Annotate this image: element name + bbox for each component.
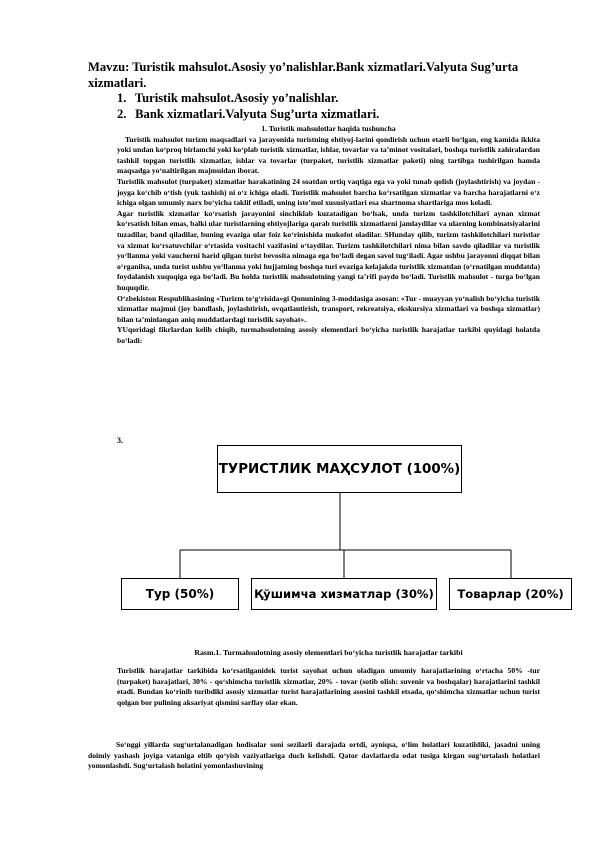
paragraph: So‘nggi yillarda sug‘urtalanadigan hodisalar soni sezilarli darajada ortdi, ayniqsa, o‘lim holatlari kuzatildiki, jasadni uning doimiy yashash joyiga vataniga eltib qo‘yish vaziyatlariga duch kelishdi. Qator davlatlarda odat tusiga kirgan sug‘urtalash holatlari yomonlashdi. Sug‘urtalash holatini yomonlashuvining [88,740,540,771]
paragraph: YUqoridagi fikrlardan kelib chiqib, turmahsulotning asosiy elementlari bo‘yicha turistlik harajatlar tarkibi quyidagi holatda bo‘ladi: [117,325,540,345]
outline-text: Turistik mahsulot.Asosiy yo’nalishlar. [134,91,339,105]
body-text [88,740,540,772]
diagram-child-box: Товарлар (20%) [449,578,572,610]
section-heading: 1. Turistik mahsulotlar haqida tushuncha [261,124,396,133]
body-text [117,666,540,708]
paragraph: Turistlik mahsulot (turpaket) xizmatlar harakatining 24 soatdan ortiq vaqtiga ega va yoki tunab qolish (joylashtirish) va joydan -joyga ko‘chib o‘tish (yuk tashish) ni o‘z ichiga oladi. Turistlik mahsulot barcha ko‘rsatilgan xizmatlar va barcha harajatlarni o‘z ichiga olgan umumiy narx bo‘yicha taklif etiladi, uning iste’mol xususiyatlari esa shartnoma shartlariga mos keladi. [117,176,540,208]
outline-text: Bank xizmatlari.Valyuta Sug’urta xizmatlari. [135,106,380,121]
page-title: Mavzu: Turistik mahsulot.Asosiy yo’nalishlar.Bank xizmatlari.Valyuta Sug’urta xizmatlari. [88,60,519,90]
diagram-root-box: ТУРИСТЛИК МАҲСУЛОТ (100%) [217,445,462,493]
diagram-child-box: Қўшимча хизматлар (30%) [251,578,437,610]
outline-number: 2. [117,106,127,121]
paragraph: Turistik mahsulot turizm maqsadlari va jarayonida turistning ehtiyoj-larini qondirish uchun etarli bo‘lgan, eng kamida ikkita yoki undan ko‘proq birlamchi yoki ko‘plab turistik xizmatlar, ishlar, tovarlar va ta’minot vositalari, boshqa turistlik zahiralardan tashkil topgan turistlik xizmatlar, ishlar va tovarlar (turpaket, turistlik xizmatlar paketi) ning tartibga tushirilgan hamda maqsadga yo‘naltirilgan majmuidan iborat. [117,134,540,176]
diagram-child-box: Тур (50%) [121,578,239,610]
paragraph: Turistlik harajatlar tarkibida ko‘rsatilganidek turist sayohat uchun oladigan umumiy harajatlarining o‘rtacha 50% -tur (turpaket) harajatlari, 30% - qo‘shimcha turistlik xizmatlar, 20% - tovar (sotib olish: suvenir va boshqalar) harajatlarini tashkil etadi. Bundan ko‘rinib turibdiki asosiy xizmatlar turist harajatlarining asosini tashkil etsada, qo‘shimcha xizmatlar uchun turist qolgan bor pulining aksariyat qismini sarflay olar ekan. [117,666,540,707]
paragraph: O‘zbekiston Respublikasining «Turizm to‘g‘risida»gi Qonunining 3-moddasiga asosan: «Tur - muayyan yo‘nalish bo‘yicha turistik xizmatlar majmui (joy bandlash, joylashtirish, ovqatlantirish, transport, rekreatsiya, ekskursiya xizmatlari va boshqa xizmatlar) bilan ta’minlangan aniq muddatlardagi turistlik sayohat». [117,293,540,324]
paragraph: Agar turistlik xizmatlar ko‘rsatish jarayonini sinchiklab kuzatadigan bo‘lsak, unda turizm tashkilotchilari aynan xizmat ko‘rsatish bilan emas, balki ular turistlarning ehtiyojlariga qarab turistlik xizmatlarni jamlaydilar va ularning kombinatsiyalarini tuzadilar, band qiladilar, buning evaziga ular foiz ko‘rinishida mukofot oladilar. SHunday qilib, turizm tashkilotchilari turistlar va xizmat ko‘rsatuvchilar o‘rtasida vositachi vazifasini o‘taydilar. Turizm tashkilotchilari nima bilan savdo qiladilar va turistlik yo‘llanma yoki vaucherni harid qilgan turist bevosita nimaga ega bo‘ladi degan savol tug‘iladi. Agar ushbu jarayonni diqqat bilan o‘rganilsa, unda turist ushbu yo‘llanma yoki hujjatning boshqa turi evaziga kelajakda turistlik xizmatdan (o‘rnatilgan muddatda) foydalanish xuquqiga ega bo‘ladi. Bu holda turistlik mahsulotning yangi ta’rifi paydo bo‘ladi. Turistlik mahsulot - turga bo‘lgan huquqdir. [117,208,540,292]
figure-caption: Rasm.1. Turmahsulotning asosiy elementlari bo‘yicha turistlik harajatlar tarkibi [194,648,463,657]
figure-number: 3. [117,436,123,445]
outline-number: 1. [117,91,127,105]
